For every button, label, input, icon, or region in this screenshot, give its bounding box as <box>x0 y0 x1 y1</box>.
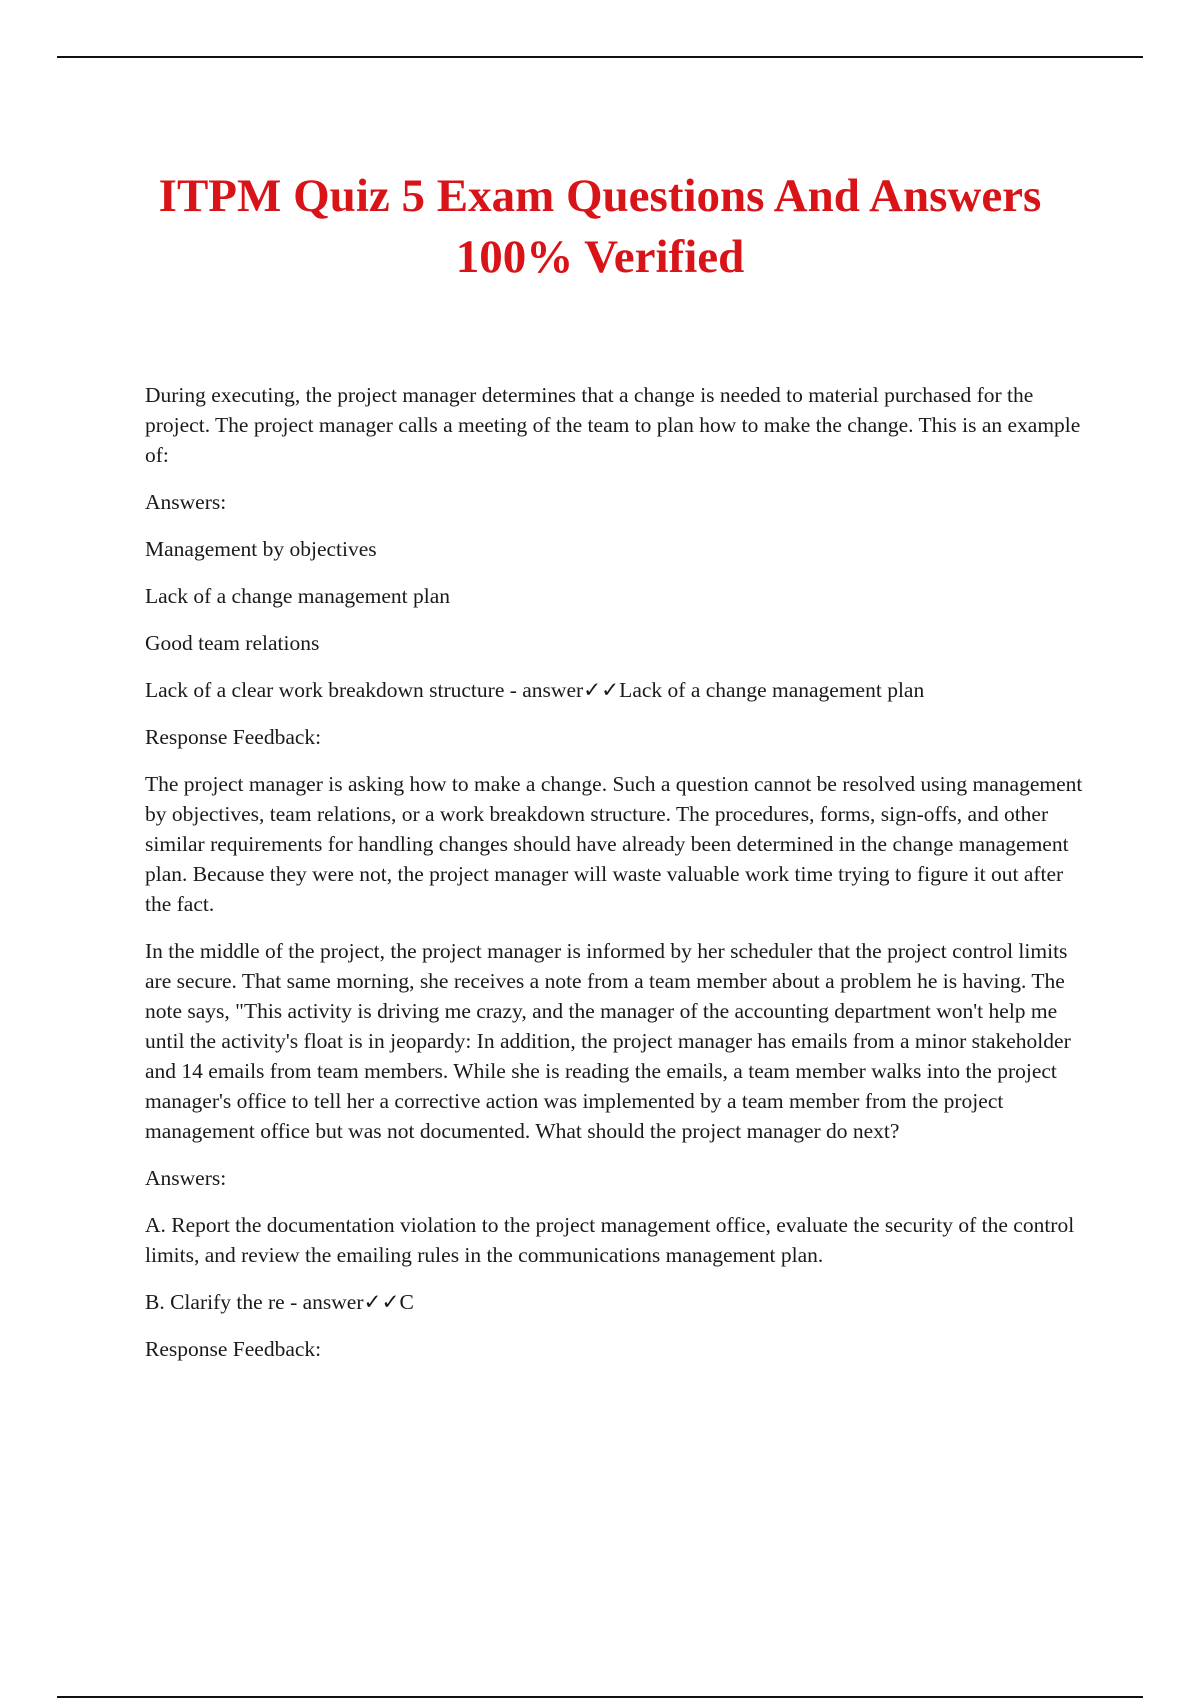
title-line-1: ITPM Quiz 5 Exam Questions And Answers <box>158 170 1042 222</box>
answer-option-with-key: Lack of a clear work breakdown structure - answer✓✓Lack of a change management plan <box>145 678 925 702</box>
answers-label: Answers: <box>145 1166 227 1190</box>
question-2-text: In the middle of the project, the project manager is informed by her scheduler that the project control limits are secure. That same morning, she receives a note from a team member about a problem he is having. The note says, "This activity is driving me crazy, and the manager of the accounting department won't help me until the activity's float is in jeopardy: In addition, the project manager has emails from a minor stakeholder and 14 emails from team members. While she is reading the emails, a team member walks into the project manager's office to tell her a corrective action was implemented by a team member from the project management office but was not documented. What should the project manager do next? <box>145 939 1071 1143</box>
question-1-text: During executing, the project manager determines that a change is needed to material purchased for the project. The project manager calls a meeting of the team to plan how to make the change. This is an example of: <box>145 383 1081 467</box>
feedback-label: Response Feedback: <box>145 725 322 749</box>
document-body <box>145 380 1090 1381</box>
header-rule <box>57 56 1143 58</box>
answer-option-with-key: B. Clarify the re - answer✓✓C <box>145 1290 414 1314</box>
footer-rule <box>57 1696 1143 1698</box>
answer-option: Management by objectives <box>145 537 377 561</box>
feedback-text: The project manager is asking how to make a change. Such a question cannot be resolved using management by objectives, team relations, or a work breakdown structure. The procedures, forms, sign-offs, and other similar requirements for handling changes should have already been determined in the change management plan. Because they were not, the project manager will waste valuable work time trying to figure it out after the fact. <box>145 772 1083 916</box>
answer-option: A. Report the documentation violation to the project management office, evaluate the security of the control limits, and review the emailing rules in the communications management plan. <box>145 1213 1075 1267</box>
answers-label: Answers: <box>145 490 227 514</box>
title-line-2: 100% Verified <box>455 231 745 283</box>
answer-option: Lack of a change management plan <box>145 584 451 608</box>
answer-option: Good team relations <box>145 631 320 655</box>
document-title <box>100 166 1100 288</box>
feedback-label: Response Feedback: <box>145 1337 322 1361</box>
